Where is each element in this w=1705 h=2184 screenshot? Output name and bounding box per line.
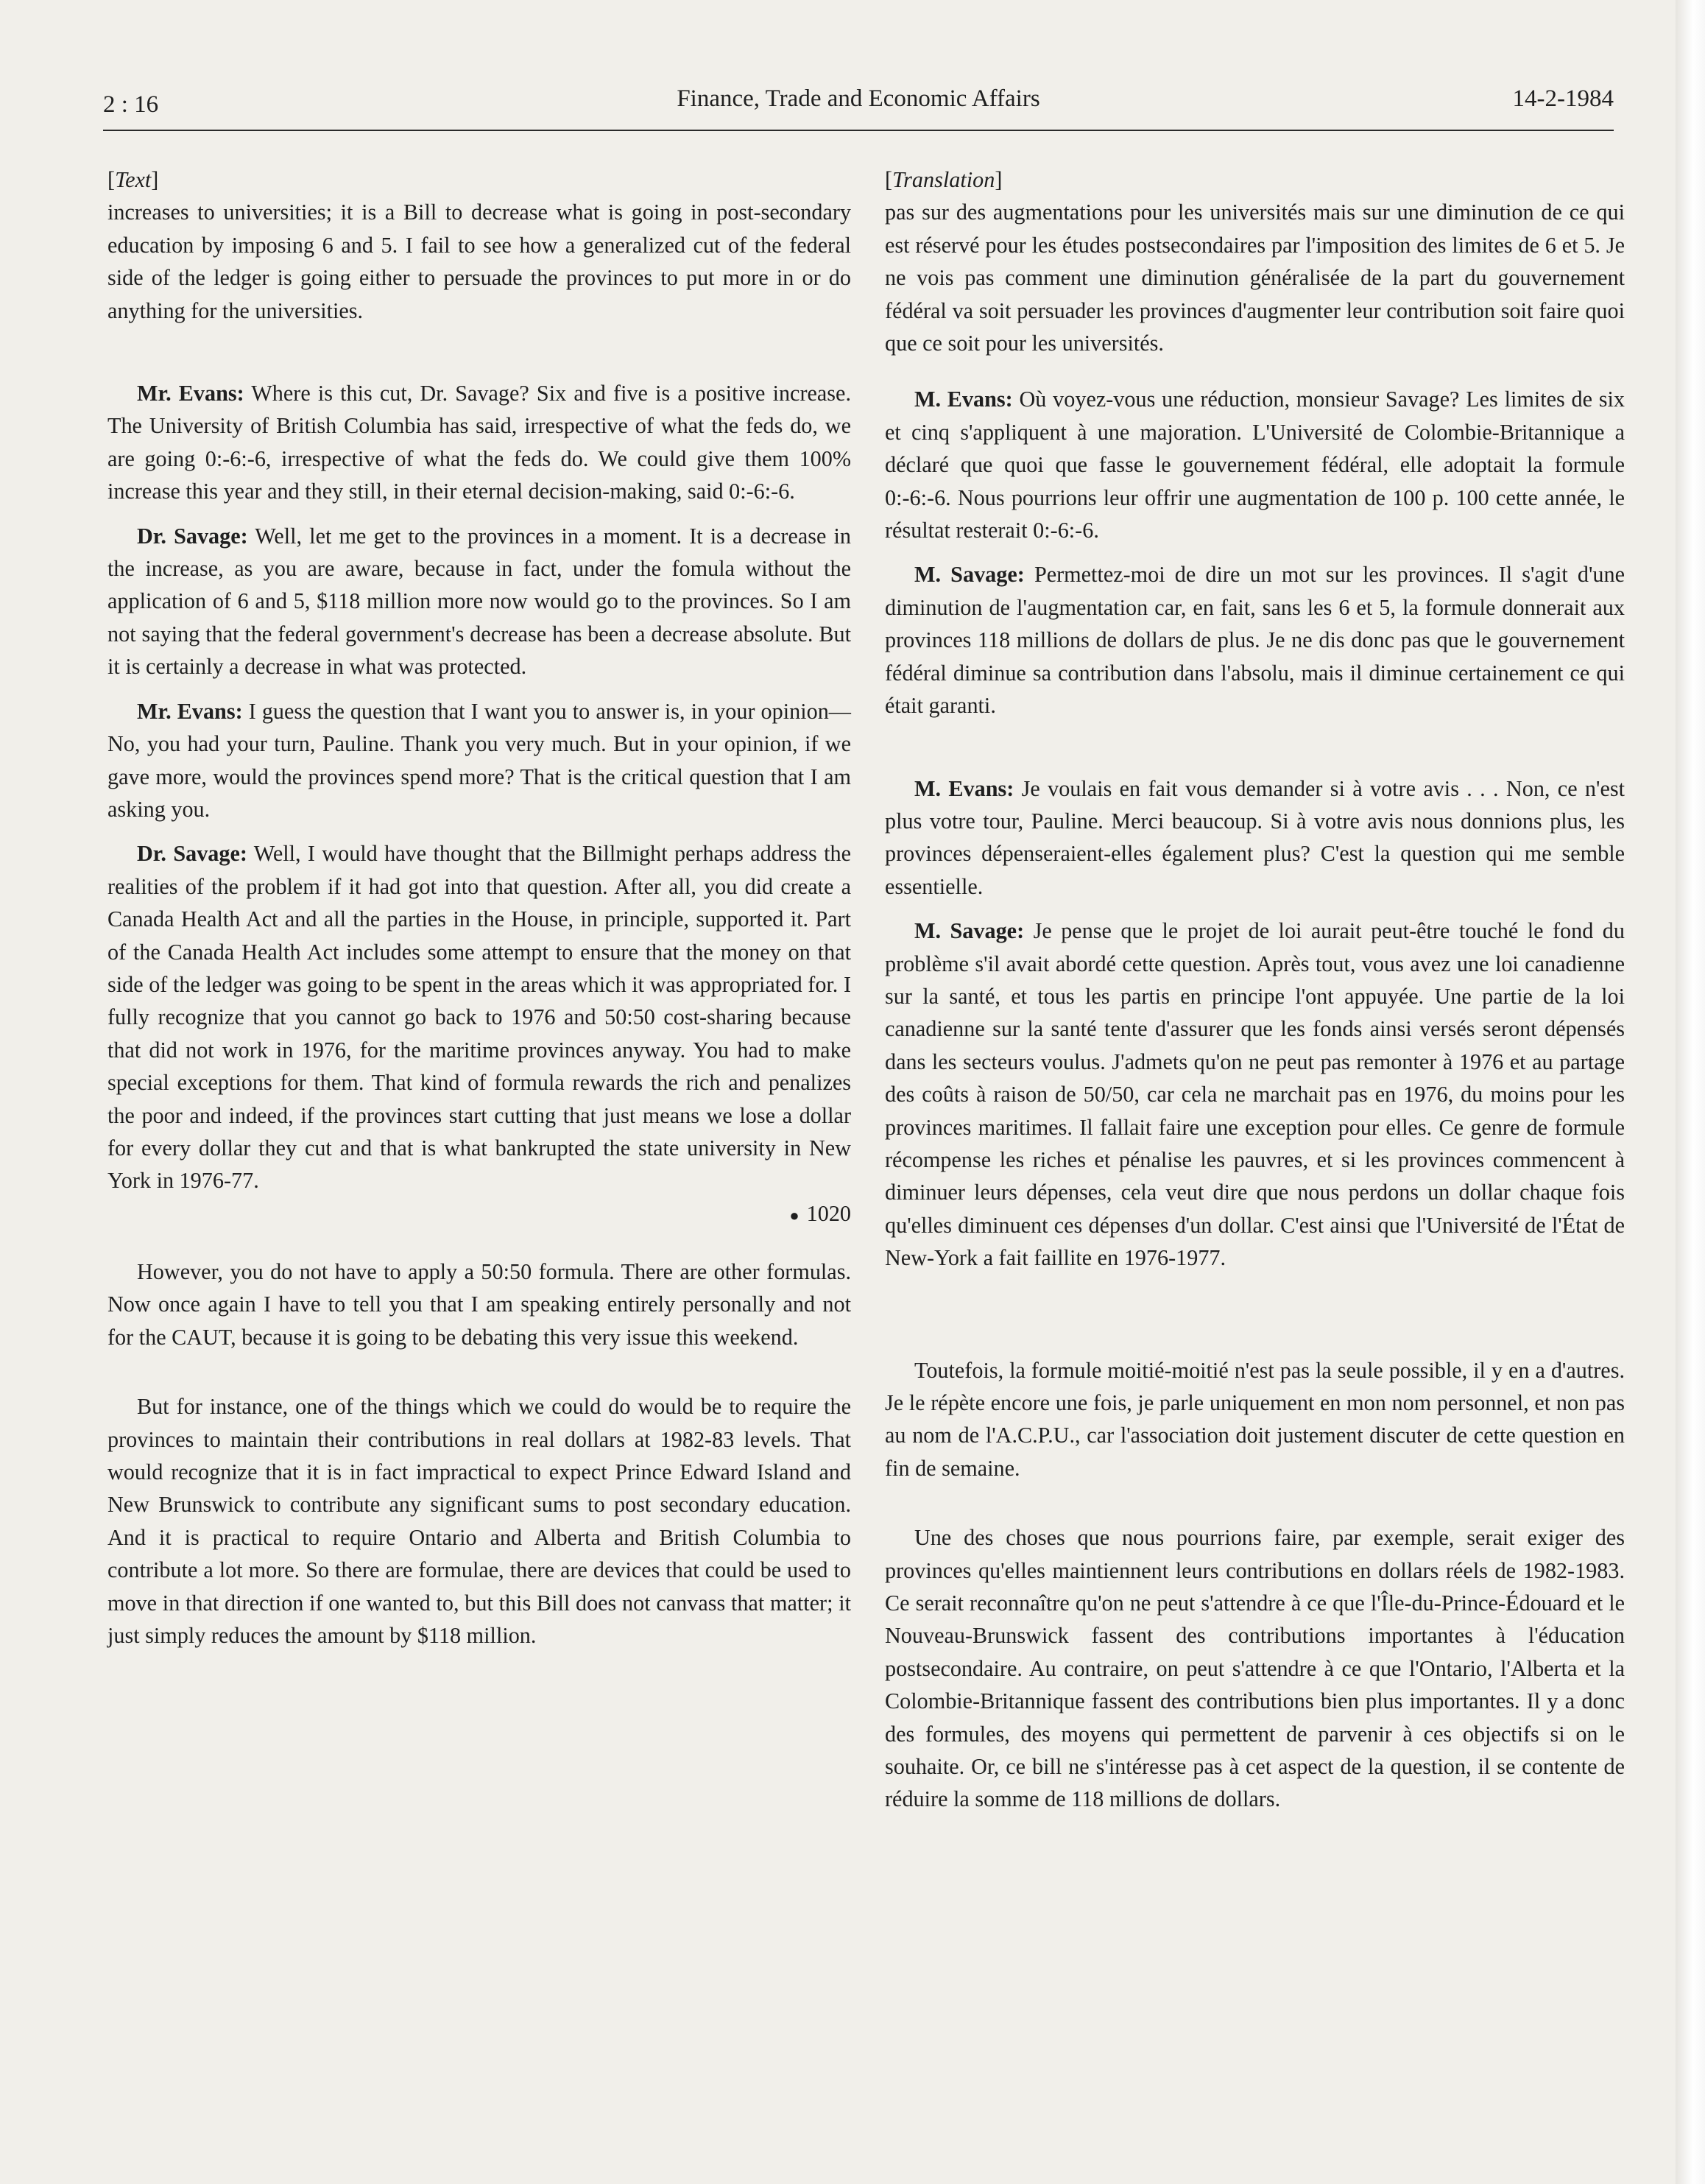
speech-text: Je pense que le projet de loi aurait peut-être touché le fond du problème s'il avait abordé cette question. Après tout, vous avez une loi canadienne sur la santé, et tous les partis en principe l'ont appuyée. Une partie de la loi canadienne sur la santé tente d'assurer que les fonds ainsi versés seront dépensés dans les secteurs voulus. J'admets qu'on ne peut pas remonter à 1976 et au partage des coûts à raison de 50/50, car cela ne marchait pas en 1976, du moins pour les provinces maritimes. Il fallait faire une exception pour elles. Ce genre de formule récompense les riches et pénalise les pauvres, et si les provinces commencent à diminuer leurs dépenses, cela veut dire que nous perdons un dollar chaque fois qu'elles diminuent ces dépenses d'un dollar. C'est ainsi que l'Université de l'État de New-York a fait faillite en 1976-1977.	[885, 918, 1625, 1271]
speech-text: I guess the question that I want you to answer is, in your opinion—No, you had your turn, Pauline. Thank you very much. But in your opinion, if we gave more, would the provinces spend more? That is the critical question that I am asking you.	[107, 698, 851, 822]
speech-paragraph	[885, 383, 1625, 546]
header-date: 14-2-1984	[1512, 85, 1614, 112]
page-binding-edge	[1676, 0, 1705, 2184]
speech-text: Where is this cut, Dr. Savage? Six and five is a positive increase. The University of British Columbia has said, irrespective of what the feds do, we are going 0:-6:-6, irrespective of what the feds do. We could give them 100% increase this year and they still, in their eternal decision-making, said 0:-6:-6.	[107, 381, 851, 504]
speaker-name: Mr. Evans:	[137, 381, 244, 406]
speaker-name: Dr. Savage:	[137, 841, 247, 867]
speaker-name: M. Evans:	[914, 775, 1014, 801]
speaker-name: M. Savage:	[914, 918, 1025, 944]
bullet-icon: ●	[789, 1205, 799, 1225]
running-title: Finance, Trade and Economic Affairs	[677, 85, 1040, 112]
speech-text: Permettez-moi de dire un mot sur les provinces. Il s'agit d'une diminution de l'augmentation car, en fait, sans les 6 et 5, la formule donnerait aux provinces 118 millions de dollars de plus. Je ne dis donc pas que le gouvernement fédéral diminue sa contribution dans l'absolu, mais il diminue certainement ce qui était garanti.	[885, 562, 1625, 719]
speech-text: Well, let me get to the provinces in a moment. It is a decrease in the increase, as you are aware, because in fact, under the fomula without the application of 6 and 5, $118 million more now would go to the provinces. So I am not saying that the federal government's decrease has been a decrease absolute. But it is certainly a decrease in what was protected.	[107, 523, 851, 680]
language-label: [Text]	[107, 167, 159, 192]
paragraph: pas sur des augmentations pour les universités mais sur une diminution de ce qui est réservé pour les études postsecondaires par l'imposition des limites de 6 et 5. Je ne vois pas comment une diminution généralisée de la part du gouvernement fédéral va soit persuader les provinces d'augmenter leur contribution soit faire quoi que ce soit pour les universités.	[885, 200, 1625, 356]
speaker-name: Mr. Evans:	[137, 698, 243, 724]
paragraph: However, you do not have to apply a 50:50 formula. There are other formulas. Now once again I have to tell you that I am speaking entirely personally and not for the CAUT, because it is going to be debating this very issue this weekend.	[107, 1259, 851, 1350]
speech-paragraph	[107, 520, 851, 683]
time-marker: ● 1020	[789, 1200, 851, 1226]
speech-paragraph	[107, 695, 851, 826]
speech-paragraph	[885, 915, 1625, 1274]
french-column	[885, 163, 1625, 1816]
speaker-name: Dr. Savage:	[137, 523, 248, 549]
paragraph: Toutefois, la formule moitié-moitié n'est pas la seule possible, il y en a d'autres. Je le répète encore une fois, je parle uniquement en mon nom personnel, et non pas au nom de l'A.C.P.U., car l'association doit justement discuter de cette question en fin de semaine.	[885, 1357, 1625, 1481]
speech-paragraph	[885, 772, 1625, 903]
page-number: 2 : 16	[103, 91, 159, 118]
speech-paragraph	[885, 558, 1625, 722]
language-label: [Translation]	[885, 167, 1003, 192]
speech-paragraph	[107, 377, 851, 508]
paragraph: increases to universities; it is a Bill to decrease what is going in post-secondary education by imposing 6 and 5. I fail to see how a generalized cut of the federal side of the ledger is going either to persuade the provinces to put more in or do anything for the universities.	[107, 200, 851, 323]
paragraph: Une des choses que nous pourrions faire, par exemple, serait exiger des provinces qu'elles maintiennent leurs contributions en dollars réels de 1982-1983. Ce serait reconnaître qu'on ne peut s'attendre à ce que l'Île-du-Prince-Édouard et le Nouveau-Brunswick fassent des contributions importantes à l'éducation postsecondaire. Au contraire, on peut s'attendre à ce que l'Ontario, l'Alberta et la Colombie-Britannique fassent des contributions bien plus importantes. Il y a donc des formules, des moyens qui permettent de parvenir à ces objectifs si on le souhaite. Or, ce bill ne s'intéresse pas à cet aspect de la question, il se contente de réduire la somme de 118 millions de dollars.	[885, 1525, 1625, 1812]
page-header	[103, 85, 1614, 130]
speech-paragraph	[107, 837, 851, 1197]
speech-text: Well, I would have thought that the Billmight perhaps address the realities of the problem if it had got into that question. After all, you did create a Canada Health Act and all the parties in the House, in principle, supported it. Part of the Canada Health Act includes some attempt to ensure that the money on that side of the ledger was going to be spent in the areas which it was appropriated for. I fully recognize that you cannot go back to 1976 and 50:50 cost-sharing because that did not work in 1976, for the maritime provinces anyway. You had to make special exceptions for them. That kind of formula rewards the rich and penalizes the poor and indeed, if the provinces start cutting that just means we lose a dollar for every dollar they cut and that is what bankrupted the state university in New York in 1976-77.	[107, 841, 851, 1194]
speaker-name: M. Evans:	[914, 387, 1013, 412]
header-rule	[103, 130, 1614, 131]
speech-text: Où voyez-vous une réduction, monsieur Savage? Les limites de six et cinq s'appliquent à une majoration. L'Université de Colombie-Britannique a déclaré que quoi que fasse le gouvernement fédéral, elle adoptait la formule 0:-6:-6. Nous pourrions leur offrir une augmentation de 100 p. 100 cette année, le résultat resterait 0:-6:-6.	[885, 387, 1625, 543]
speaker-name: M. Savage:	[914, 562, 1025, 588]
english-column	[107, 163, 851, 1652]
speech-text: Je voulais en fait vous demander si à votre avis . . . Non, ce n'est plus votre tour, Pauline. Merci beaucoup. Si à votre avis nous donnions plus, les provinces dépenseraient-elles également plus? C'est la question qui me semble essentielle.	[885, 775, 1625, 899]
paragraph: But for instance, one of the things which we could do would be to require the provinces to maintain their contributions in real dollars at 1982-83 levels. That would recognize that it is in fact impractical to expect Prince Edward Island and New Brunswick to contribute any significant sums to post secondary education. And it is practical to require Ontario and Alberta and British Columbia to contribute a lot more. So there are formulae, there are devices that could be used to move in that direction if one wanted to, but this Bill does not canvass that matter; it just simply reduces the amount by $118 million.	[107, 1394, 851, 1649]
